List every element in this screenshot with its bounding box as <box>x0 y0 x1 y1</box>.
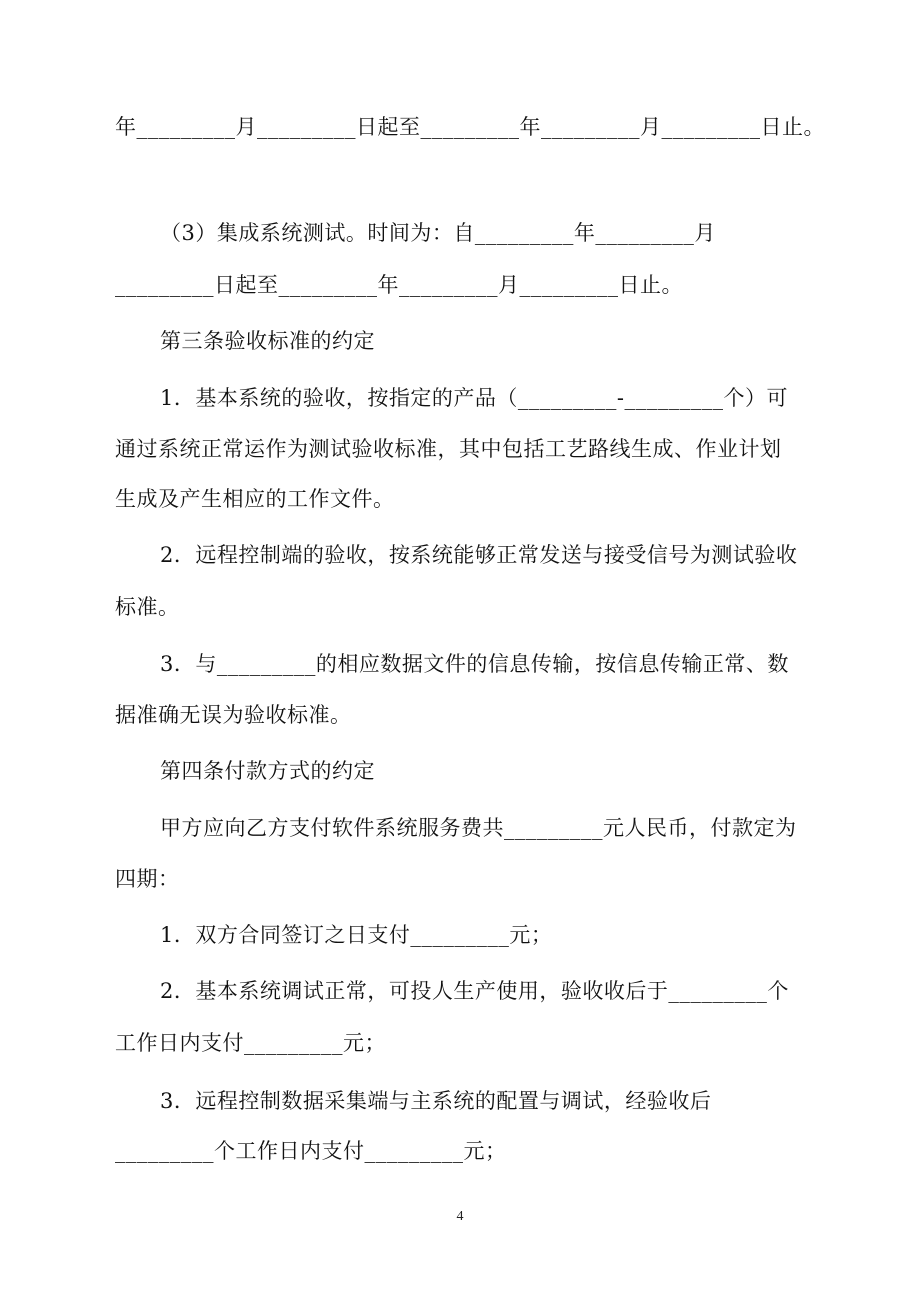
text-line-integration-test-start: （3）集成系统测试。时间为：自_________年_________月 <box>160 221 716 245</box>
text-line-item-1-cont: 通过系统正常运作为测试验收标准，其中包括工艺路线生成、作业计划 <box>115 437 782 461</box>
section-heading-article-4: 第四条付款方式的约定 <box>160 759 375 783</box>
text-line-integration-test-end: _________日起至_________年_________月_________日止。 <box>115 273 683 297</box>
section-heading-article-3: 第三条验收标准的约定 <box>160 329 375 353</box>
text-line-payment-intro: 甲方应向乙方支付软件系统服务费共_________元人民币，付款定为 <box>160 816 797 840</box>
text-line-payment-2-cont: 工作日内支付_________元； <box>115 1031 386 1055</box>
text-line-item-1-cont-2: 生成及产生相应的工作文件。 <box>115 487 395 511</box>
text-line-payment-intro-cont: 四期： <box>115 867 180 891</box>
text-line-item-3-cont: 据准确无误为验收标准。 <box>115 703 352 727</box>
text-line-payment-2: 2．基本系统调试正常，可投人生产使用，验收收后于_________个 <box>160 979 789 1003</box>
text-line-item-3: 3．与_________的相应数据文件的信息传输，按信息传输正常、数 <box>160 652 789 676</box>
page-number: 4 <box>456 1209 464 1224</box>
text-line-payment-1: 1．双方合同签订之日支付_________元； <box>160 923 553 947</box>
text-line-acceptance-period-end: 年_________月_________日起至_________年_________月_________日止。 <box>115 115 825 139</box>
text-line-item-2-cont: 标准。 <box>115 595 180 619</box>
text-line-payment-3: 3．远程控制数据采集端与主系统的配置与调试，经验收后 <box>160 1089 712 1113</box>
text-line-payment-3-cont: _________个工作日内支付_________元； <box>115 1139 507 1163</box>
text-line-item-2: 2．远程控制端的验收，按系统能够正常发送与接受信号为测试验收 <box>160 543 798 567</box>
text-line-item-1: 1．基本系统的验收，按指定的产品（_________-_________个）可 <box>160 386 788 410</box>
